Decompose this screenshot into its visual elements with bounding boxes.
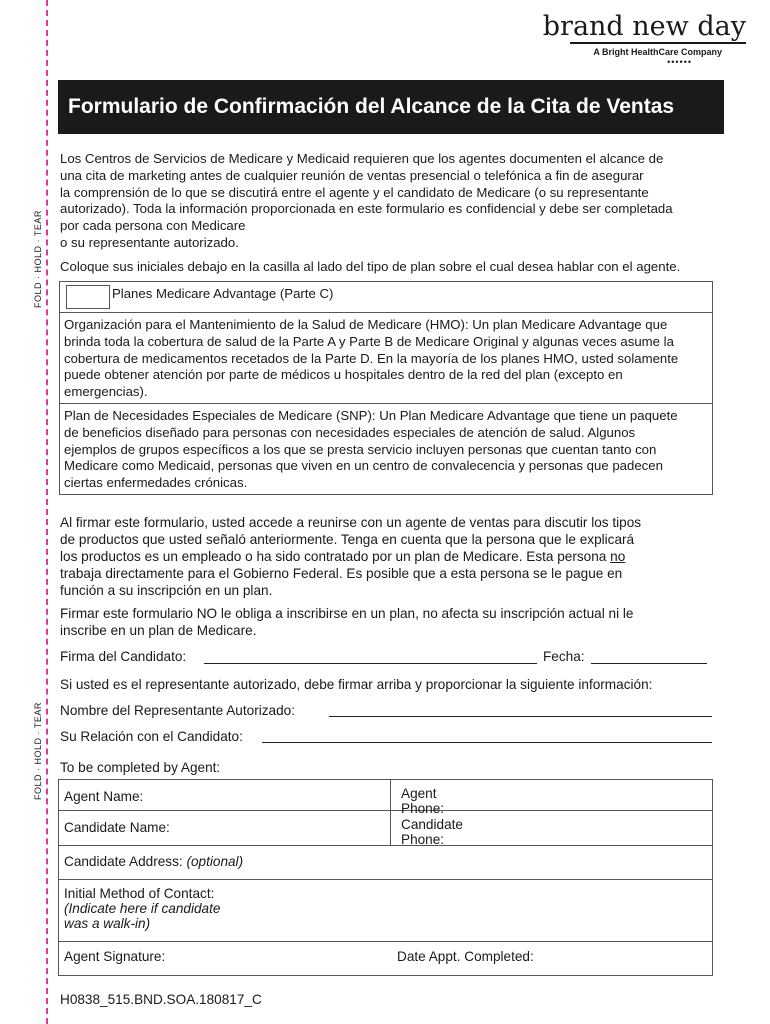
plan-header: [60, 282, 712, 313]
agent-row: [59, 780, 712, 816]
no-obligation-paragraph: [60, 605, 715, 639]
candidate-name-label: Candidate Name:: [64, 820, 170, 835]
candidate-name-cell[interactable]: [59, 811, 391, 845]
agreement-line-part: los productos es un empleado o ha sido contratado por un plan de Medicare. Esta persona: [60, 549, 611, 564]
agreement-line: función a su inscripción en un plan.: [60, 583, 273, 598]
snp-line: de beneficios diseñado para personas con necesidades especiales de atención de salud. Algunos: [64, 424, 636, 440]
intro-line: una cita de marketing antes de cualquier reunión de ventas presencial o telefónica a fin de asegurar: [60, 167, 644, 183]
agent-signature-label: Agent Signature:: [64, 949, 166, 964]
agreement-line: de productos que usted señaló anteriormente. Tenga en cuenta que la persona que le explicará: [60, 532, 635, 547]
candidate-address-text: Candidate Address:: [64, 854, 183, 869]
fold-label-bottom: FOLD · HOLD · TEAR: [33, 702, 43, 800]
agreement-emphasis-no: no: [610, 549, 626, 564]
agent-name-label: Agent Name:: [64, 789, 144, 804]
agent-info-table: [58, 779, 713, 976]
candidate-address-row[interactable]: [59, 846, 712, 880]
candidate-phone-label: Candidate Phone:: [401, 817, 463, 847]
hmo-line: cobertura de medicamentos recetados de la Parte D. En la mayoría de los planes HMO, usted solamente: [64, 350, 679, 366]
intro-paragraph: [60, 151, 673, 252]
candidate-row: [59, 811, 712, 846]
agent-section-label: To be completed by Agent:: [60, 760, 221, 775]
contact-method-label: [64, 886, 220, 931]
plan-selection-box: [59, 281, 713, 495]
date-label: Fecha:: [543, 649, 585, 664]
agreement-line: trabaja directamente para el Gobierno Federal. Es posible que a esta persona se le pague en: [60, 566, 623, 581]
intro-line: autorizado). Toda la información proporcionada en este formulario es confidencial y debe ser completada: [60, 201, 673, 217]
contact-method-row[interactable]: [59, 880, 712, 942]
hmo-description: [60, 313, 712, 404]
relationship-line[interactable]: [262, 742, 712, 743]
logo-name: brand new day: [542, 11, 746, 42]
no-obligation-line: inscribe en un plan de Medicare.: [60, 623, 257, 638]
agent-name-cell[interactable]: [59, 780, 391, 810]
agreement-line: [60, 548, 715, 565]
hmo-line: Organización para el Mantenimiento de la Salud de Medicare (HMO): Un plan Medicare Advantage que: [64, 317, 668, 332]
form-code: H0838_515.BND.SOA.180817_C: [60, 992, 262, 1007]
contact-note-line: (Indicate here if candidate: [64, 901, 221, 916]
date-line[interactable]: [591, 663, 707, 664]
intro-line: la comprensión de lo que se discutirá entre el agente y el candidato de Medicare (o su representante: [60, 184, 649, 200]
logo-underline: [570, 42, 746, 44]
hmo-line: brinda toda la cobertura de salud de la Parte A y Parte B de Medicare Original y algunas veces asume la: [64, 333, 674, 349]
fold-label-top: FOLD · HOLD · TEAR: [33, 210, 43, 308]
no-obligation-line: Firmar este formulario NO le obliga a inscribirse en un plan, no afecta su inscripción actual ni le: [60, 606, 634, 621]
snp-description: [60, 404, 712, 494]
candidate-signature-line[interactable]: [204, 663, 537, 664]
snp-line: Plan de Necesidades Especiales de Medicare (SNP): Un Plan Medicare Advantage que tiene un paquete: [64, 407, 678, 423]
rep-name-label: Nombre del Representante Autorizado:: [60, 703, 296, 718]
snp-line: ejemplos de grupos específicos a los que se presta servicio incluyen personas que cuentan tanto con: [64, 441, 657, 457]
logo-tagline: A Bright HealthCare Company: [593, 46, 722, 57]
date-completed-label: Date Appt. Completed:: [397, 949, 534, 964]
agent-phone-label: Agent Phone:: [401, 786, 445, 816]
candidate-address-label: [64, 854, 243, 869]
brand-logo: [543, 12, 746, 67]
hmo-line: emergencias).: [64, 384, 148, 400]
snp-line: ciertas enfermedades crónicas.: [64, 475, 248, 491]
initials-instruction: Coloque sus iniciales debajo en la casilla al lado del tipo de plan sobre el cual desea hablar con el agente.: [60, 259, 681, 274]
relationship-label: Su Relación con el Candidato:: [60, 729, 243, 744]
agent-signature-row[interactable]: [59, 942, 712, 975]
intro-line: o su representante autorizado.: [60, 234, 239, 250]
intro-line: por cada persona con Medicare: [60, 218, 246, 234]
rep-instruction: Si usted es el representante autorizado, debe firmar arriba y proporcionar la siguiente información:: [60, 677, 653, 692]
contact-method-text: Initial Method of Contact:: [64, 886, 215, 901]
contact-note-line: was a walk-in): [64, 916, 151, 931]
rep-name-line[interactable]: [329, 716, 712, 717]
initials-input-box[interactable]: [66, 285, 110, 309]
snp-line: Medicare como Medicaid, personas que viven en un centro de convalecencia y personas que padecen: [64, 458, 663, 474]
agreement-line: Al firmar este formulario, usted accede a reunirse con un agente de ventas para discutir los tipos: [60, 515, 642, 530]
hmo-line: puede obtener atención por parte de médicos u hospitales dentro de la red del plan (excepto en: [64, 367, 623, 383]
logo-dots: ••••••: [667, 56, 692, 67]
agreement-paragraph: [60, 514, 715, 599]
tear-line: [46, 0, 48, 1024]
optional-note: (optional): [186, 854, 244, 869]
intro-line: Los Centros de Servicios de Medicare y Medicaid requieren que los agentes documenten el alcance de: [60, 151, 664, 166]
plan-header-label: Planes Medicare Advantage (Parte C): [112, 286, 334, 301]
candidate-signature-label: Firma del Candidato:: [60, 649, 187, 664]
page-title: Formulario de Confirmación del Alcance de la Cita de Ventas: [58, 80, 724, 134]
